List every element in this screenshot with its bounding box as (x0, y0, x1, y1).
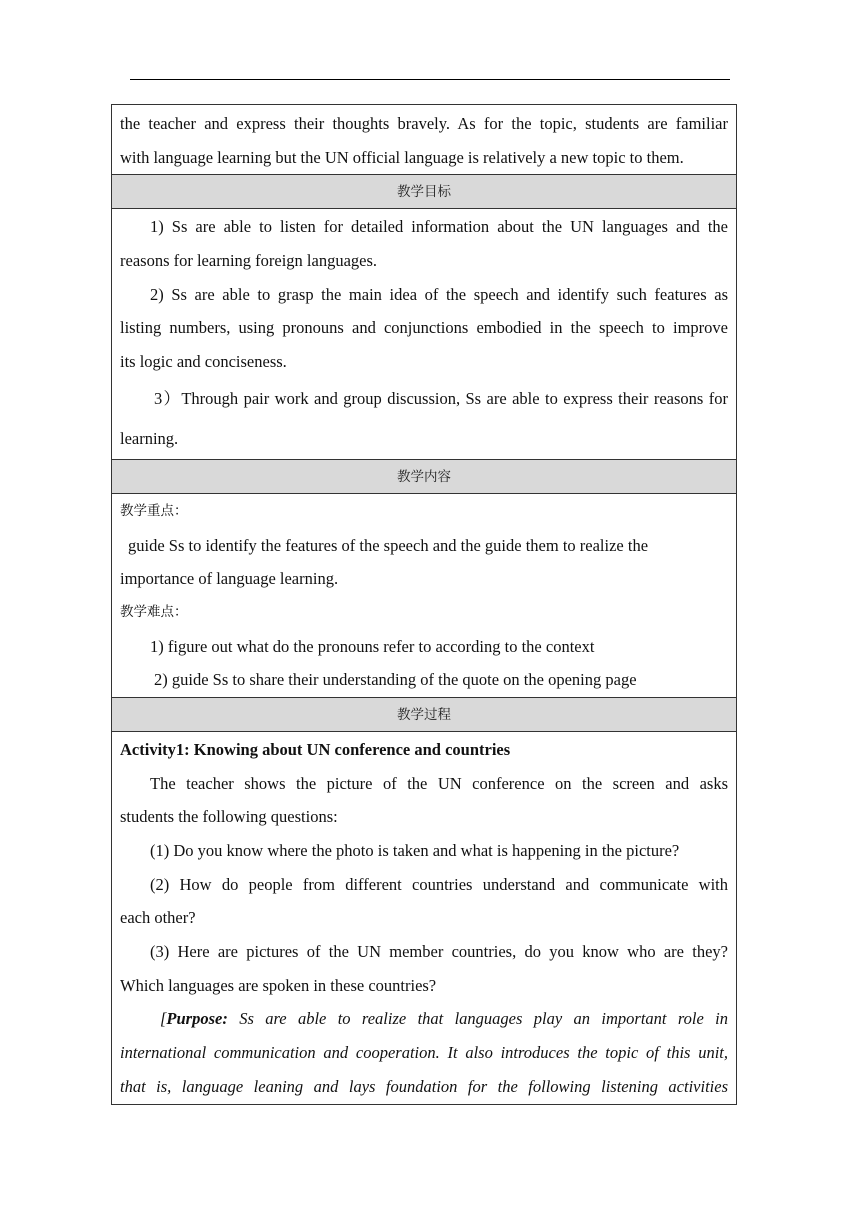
question-1: (1) Do you know where the photo is taken and what is happening in the picture? (150, 841, 680, 860)
process-section (112, 732, 736, 1104)
question-2: (2) How do people from different countries understand and communicate with (150, 874, 728, 894)
content-heading: 教学内容 (112, 460, 736, 494)
objectives-heading: 教学目标 (112, 175, 736, 209)
question-3-cont: Which languages are spoken in these countries? (120, 975, 437, 995)
process-heading: 教学过程 (112, 698, 736, 732)
difficult-item-1: 1) figure out what do the pronouns refer to according to the context (150, 636, 595, 656)
objective-item-1: 1) Ss are able to listen for detailed information about the UN languages and the (150, 217, 728, 237)
objective-item-2: 2) Ss are able to grasp the main idea of the speech and identify such features as (150, 284, 728, 304)
activity-title: Activity1: Knowing about UN conference and countries (120, 739, 511, 759)
intro-section (112, 105, 736, 175)
purpose-bracket: [ (160, 1009, 167, 1029)
purpose-text: Ss are able to realize that languages play an important role in (227, 1009, 728, 1029)
key-points-text: guide Ss to identify the features of the speech and the guide them to realize the (128, 535, 649, 555)
question-3: (3) Here are pictures of the UN member countries, do you know who are they? (150, 942, 728, 962)
purpose-line (120, 1002, 728, 1036)
objective-item-2-cont: listing numbers, using pronouns and conjunctions embodied in the speech to improve (120, 318, 728, 338)
objective-item-1-cont: reasons for learning foreign languages. (120, 251, 378, 271)
key-points-text-cont: importance of language learning. (120, 569, 339, 589)
purpose-text-cont: that is, language leaning and lays foundation for the following listening activities (120, 1076, 728, 1096)
objectives-section (112, 209, 736, 459)
content-section (112, 494, 736, 698)
intro-line: with language learning but the UN official language is relatively a new topic to them. (120, 147, 684, 167)
objective-item-3: 3）Through pair work and group discussion, Ss are able to express their reasons for (154, 388, 728, 408)
objective-item-2-cont: its logic and conciseness. (120, 352, 287, 372)
purpose-label: Purpose: (166, 1009, 228, 1029)
header-rule (130, 79, 730, 80)
intro-line: the teacher and express their thoughts bravely. As for the topic, students are familiar (120, 114, 728, 133)
question-2-cont: each other? (120, 908, 196, 928)
objective-item-3-cont: learning. (120, 428, 179, 448)
activity-paragraph-cont: students the following questions: (120, 807, 338, 827)
difficult-item-2: 2) guide Ss to share their understanding of the quote on the opening page (154, 670, 637, 690)
key-points-label: 教学重点： (120, 502, 188, 519)
lesson-plan-table (111, 104, 737, 1105)
activity-paragraph: The teacher shows the picture of the UN conference on the screen and asks (150, 773, 728, 793)
purpose-text-cont: international communication and cooperation. It also introduces the topic of this unit, (120, 1043, 728, 1063)
difficult-points-label: 教学难点： (120, 603, 188, 620)
